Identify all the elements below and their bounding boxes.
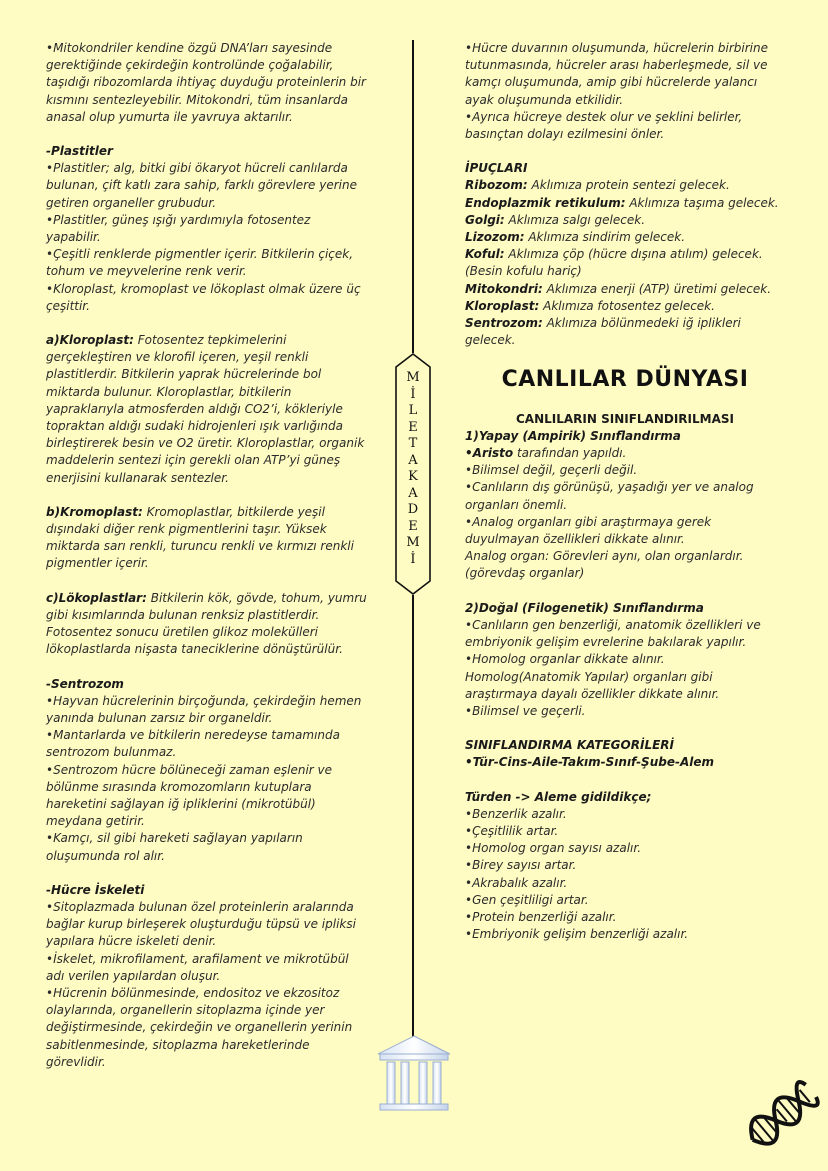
plastitler-item: •Plastitler, güneş ışığı yardımıyla fotosentez yapabilir. [46,212,311,245]
divider-letter: D [407,502,419,517]
ipucu-item [465,298,785,315]
ipucu-item [465,177,785,194]
divider-letter: L [408,403,418,418]
left-column [46,40,368,1071]
yapay-heading: 1)Yapay (Ampirik) Sınıflandırma [465,428,681,443]
sentrozom-heading: -Sentrozom [46,676,124,691]
ipucu-item [465,195,785,212]
plastitler-item: •Çeşitli renklerde pigmentler içerir. Bitkilerin çiçek, tohum ve meyvelerine renk verir. [46,247,354,279]
lokoplast-paragraph [46,590,368,659]
ipucu-item [465,246,785,280]
turden-item: •Homolog organ sayısı azalır. [465,841,642,856]
ipucu-text: Aklımıza çöp (hücre dışına atılım) gelecek. (Besin kofulu hariç) [465,247,763,279]
hucre-iskeleti-heading: -Hücre İskeleti [46,882,145,897]
kloroplast-paragraph [46,332,368,487]
ipucu-text: Aklımıza fotosentez gelecek. [539,298,715,313]
ipucu-term: Golgi: [465,212,505,227]
yapay-item [465,445,785,462]
yapay-item: •Canlıların dış görünüşü, yaşadığı yer ve analog organları önemli. [465,480,754,512]
sentrozom-item: •Hayvan hücrelerinin birçoğunda, çekirdeğin hemen yanında bulunan zarsız bir organeldir. [46,693,362,725]
ipucu-term: Sentrozom: [465,316,543,331]
lokoplast-text: Bitkilerin kök, gövde, tohum, yumru gibi kısımlarında bulunan renksiz plastitlerdir. Fotosentez sonucu üretilen glikoz molekülleri lökoplastlarda nişasta taneciklerine dönüştürülür. [46,590,367,657]
ipucu-term: Mitokondri: [465,281,543,296]
divider-letter: E [408,518,418,534]
sentrozom-item: •Kamçı, sil gibi hareketi sağlayan yapıların oluşumunda rol alır. [46,831,303,863]
divider-letter: A [408,485,418,501]
divider-line-top [412,40,414,353]
kromoplast-paragraph [46,504,368,573]
kloroplast-label: a)Kloroplast: [46,333,134,348]
kromoplast-text: Kromoplastlar, bitkilerde yeşil dışındaki diğer renk pigmentlerini taşır. Yüksek miktarda sarı renkli, turuncu renkli ve kırmızı renkli pigmentler içerir. [46,504,354,571]
ipucu-item [465,315,785,349]
ipucu-term: Kloroplast: [465,298,540,313]
divider-letter: İ [410,386,416,402]
ipuclari-heading: İPUÇLARI [465,161,528,176]
divider-letter: M [406,535,420,550]
ipucu-text: Aklımıza taşıma gelecek. [625,195,779,210]
kromoplast-label: b)Kromoplast: [46,504,143,519]
ipucu-item [465,212,785,229]
kategoriler-heading: SINIFLANDIRMA KATEGORİLERİ [465,738,674,753]
divider-letter: A [408,452,418,468]
mitokondri-paragraph: •Mitokondriler kendine özgü DNA’ları sayesinde gerektiğinde çekirdeğin kontrolünde çoğalabilir, taşıdığı ribozomlarda ihtiyaç duyduğu proteinlerin bir kısmını sentezleyebilir. Mitokondri, tüm insanlarda anasal olup yumurta ile yavruya aktarılır. [46,41,366,124]
turden-item: •Akrabalık azalır. [465,875,568,890]
ipucu-item [465,281,785,298]
sentrozom-item: •Mantarlarda ve bitkilerin neredeyse tamamında sentrozom bulunmaz. [46,728,340,760]
dogal-item: •Homolog organlar dikkate alınır. [465,652,665,667]
turden-heading: Türden -> Aleme gidildikçe; [465,789,652,804]
dogal-item: Homolog(Anatomik Yapılar) organları gibi araştırmaya dayalı özellikler dikkate alınır. [465,669,720,701]
divider-letter: İ [410,551,416,567]
divider-letter: T [408,436,418,451]
ipucu-term: Lizozom: [465,230,525,245]
kategoriler-line: •Tür-Cins-Aile-Takım-Sınıf-Şube-Alem [465,755,714,770]
ipucu-text: Aklımıza sindirim gelecek. [524,230,686,245]
kloroplast-text: Fotosentez tepkimelerini gerçekleştiren ve klorofil içeren, yeşil renkli plastitlerdir. Bitkilerin yaprak hücrelerinde bol miktarda bulunur. Kloroplastlar, bitkilerin yapraklarıyla atmosferden aldığı CO2’i, kökleriyle topraktan aldığı sudaki hidrojenleri ışık varlığında birleştirerek besin ve O2 üretir. Kloroplastlar, organik maddelerin sentezi için gerekli olan ATP’yi güneş enerjisini kullanarak sentezler. [46,333,365,485]
dogal-item: •Canlıların gen benzerliği, anatomik özellikleri ve embriyonik gelişim evrelerine bakılarak yapılır. [465,617,761,650]
ipucu-text: Aklımıza enerji (ATP) üretimi gelecek. [542,281,772,296]
iskelet-item: •İskelet, mikrofilament, arafilament ve mikrotübül adı verilen yapılardan oluşur. [46,951,349,983]
aristo-text: tarafından yapıldı. [513,446,627,461]
plastitler-item: •Plastitler; alg, bitki gibi ökaryot hücreli canlılarda bulunan, çift katlı zara sahip, farklı görevlere yerine getiren organeller grubudur. [46,161,357,210]
sentrozom-item: •Sentrozom hücre bölüneceği zaman eşlenir ve bölünme sırasında kromozomların kutuplara hareketini sağlayan iğ ipliklerini (mikrotübül) meydana getirir. [46,762,333,829]
dna-icon [742,1080,820,1152]
turden-item: •Birey sayısı artar. [465,858,577,873]
right-column [465,40,785,943]
divider-letter: E [408,419,418,435]
divider-letter: K [408,469,418,484]
yapay-item: Analog organ: Görevleri aynı, olan organlardır.(görevdaş organlar) [465,549,744,581]
temple-icon [376,1034,452,1114]
dogal-item: •Bilimsel ve geçerli. [465,703,586,718]
divider-line-bottom [412,595,414,1038]
lokoplast-label: c)Lökoplastlar: [46,590,147,605]
turden-item: •Çeşitlilik artar. [465,823,559,838]
iskelet-continued-item: •Ayrıca hücreye destek olur ve şeklini belirler, basınçtan dolayı ezilmesini önler. [465,109,743,142]
iskelet-item: •Sitoplazmada bulunan özel proteinlerin aralarında bağlar kurup birleşerek oluşturduğu tüpsü ve ipliksi yapılara hücre iskeleti denir. [46,899,356,949]
ipucu-term: Ribozom: [465,178,528,193]
plastitler-item: •Kloroplast, kromoplast ve lökoplast olmak üzere üç çeşittir. [46,281,361,313]
plastitler-heading: -Plastitler [46,144,113,159]
yapay-item: •Analog organları gibi araştırmaya gerek duyulmayan özellikleri dikkate alınır. [465,514,712,547]
iskelet-continued-item: •Hücre duvarının oluşumunda, hücrelerin birbirine tutunmasında, hücreler arası haberleşmede, sil ve kamçı oluşumunda, amip gibi hücrelerde yalancı ayak oluşumunda etkilidir. [465,41,768,107]
turden-item: •Gen çeşitliligi artar. [465,892,589,907]
ipucu-text: Aklımıza bölünmedeki iğ iplikleri gelecek. [465,316,741,348]
ipucu-term: Koful: [465,247,505,262]
iskelet-item: •Hücrenin bölünmesinde, endositoz ve ekzositoz olaylarında, organellerin sitoplazma içinde yer değiştirmesinde, çekirdeğin ve organellerin yerinin sabitlenmesinde, sitoplazma hareketlerinde görevlidir. [46,985,353,1069]
ipucu-term: Endoplazmik retikulum: [465,195,626,210]
turden-item: •Benzerlik azalır. [465,806,567,821]
siniflandirma-subtitle: CANLILARIN SINIFLANDIRILMASI [515,411,734,426]
turden-item: •Embriyonik gelişim benzerliği azalır. [465,927,689,942]
ipucu-item [465,229,785,246]
ipucu-text: Aklımıza protein sentezi gelecek. [527,178,730,193]
aristo-label: •Aristo [465,446,514,461]
ipucu-text: Aklımıza salgı gelecek. [504,212,646,227]
dogal-heading: 2)Doğal (Filogenetik) Sınıflandırma [465,600,704,615]
turden-item: •Protein benzerliği azalır. [465,909,617,924]
miletakademi-label [395,370,431,568]
canlilar-dunyasi-title: CANLILAR DÜNYASI [501,367,749,393]
divider-letter: M [406,370,420,385]
yapay-item: •Bilimsel değil, geçerli değil. [465,463,638,478]
